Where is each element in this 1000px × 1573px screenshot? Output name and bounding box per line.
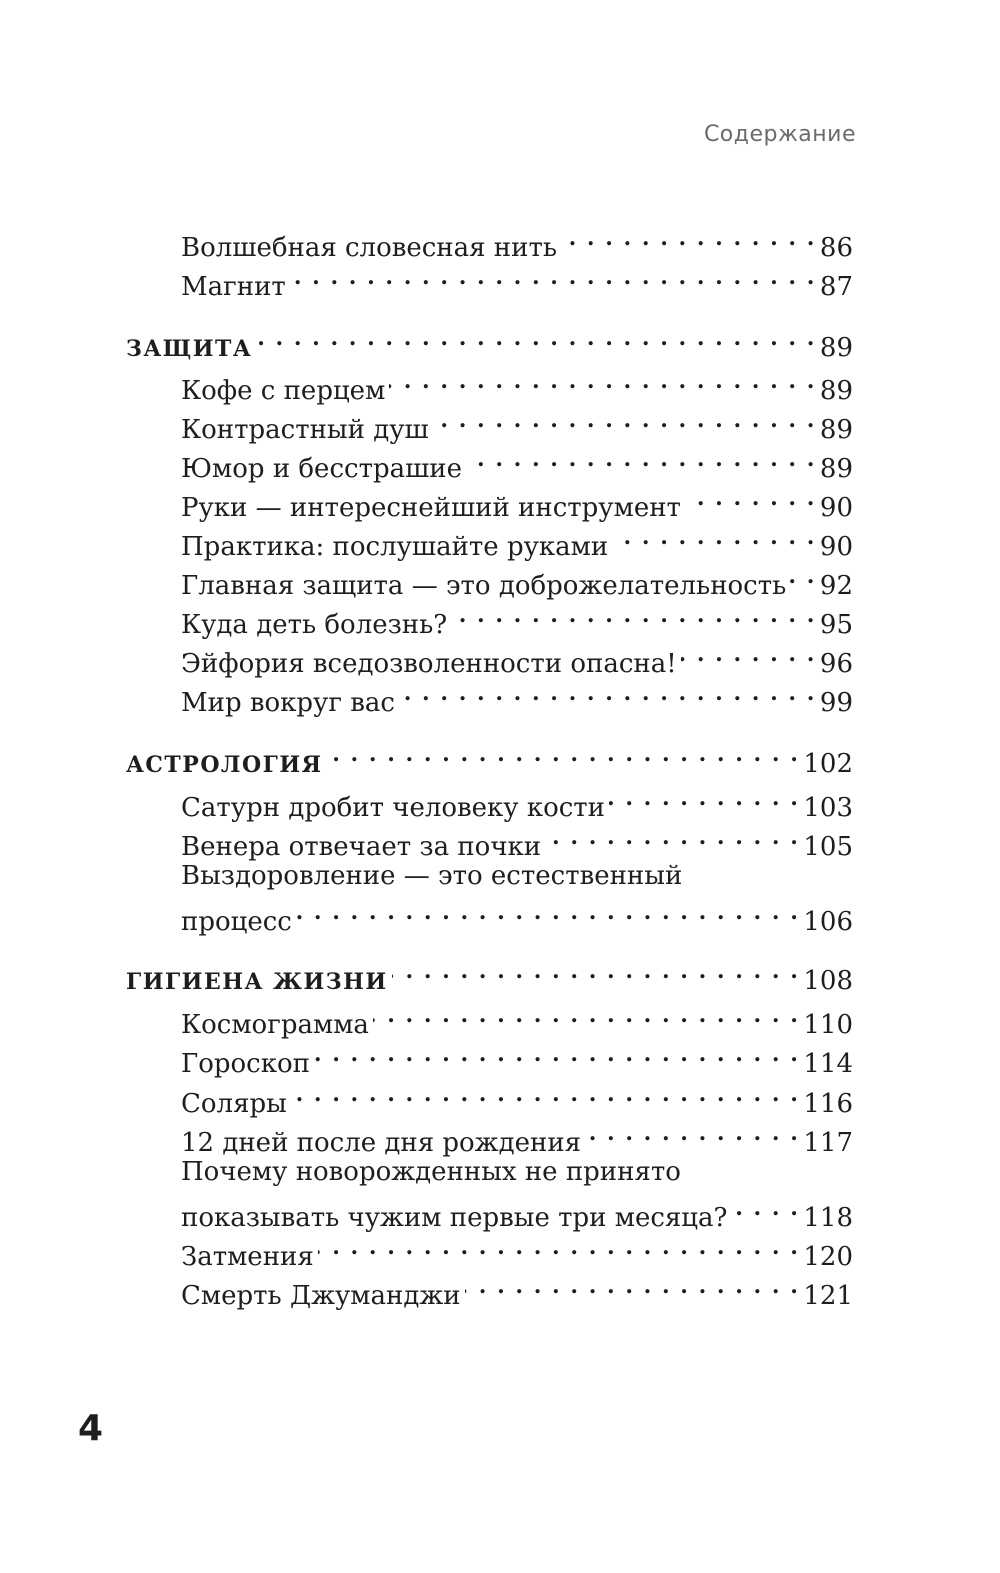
toc-entry-page: 116 <box>803 1089 853 1119</box>
toc-entry-title: Магнит <box>181 272 286 302</box>
toc-leader-dots <box>545 819 799 855</box>
toc-section-title: АСТРОЛОГИЯ <box>126 752 323 778</box>
toc-entry-title: Соляры <box>181 1089 287 1119</box>
toc-leader-dots <box>296 894 800 930</box>
toc-entry-page: 95 <box>819 610 853 640</box>
toc-entry-page: 90 <box>819 493 853 523</box>
toc-leader-dots <box>731 1190 799 1226</box>
toc-entry[interactable] <box>181 259 853 305</box>
toc-section-title: ЗАЩИТА <box>126 336 253 362</box>
toc-entry-page: 120 <box>803 1242 853 1272</box>
toc-leader-dots <box>290 259 816 295</box>
toc-leader-dots <box>790 558 816 594</box>
toc-entry-page: 99 <box>819 688 853 718</box>
toc-entry-page: 103 <box>803 793 853 823</box>
page-number: 4 <box>78 1408 104 1449</box>
toc-entry-page: 121 <box>803 1281 853 1311</box>
toc-entry-page: 90 <box>819 532 853 562</box>
toc-entry-page: 86 <box>819 233 853 263</box>
toc-entry-title: Мир вокруг вас <box>181 688 395 718</box>
toc-leader-dots <box>561 220 816 256</box>
running-header: Содержание <box>703 122 856 147</box>
toc-entry-title: Кофе с перцем <box>181 376 386 406</box>
toc-leader-dots <box>433 402 816 438</box>
toc-entry-title: Затмения <box>181 1242 314 1272</box>
toc-entry-first-line <box>181 1154 853 1190</box>
toc-leader-dots <box>373 997 799 1033</box>
toc-leader-dots <box>389 363 816 399</box>
toc-entry-title: Эйфория вседозволенности опасна! <box>181 649 677 679</box>
toc-entry[interactable] <box>181 894 853 940</box>
toc-entry-title: Космограмма <box>181 1010 369 1040</box>
toc-entry-title-line1: Выздоровление — это естественный <box>181 861 683 891</box>
toc-entry-page: 118 <box>803 1203 853 1233</box>
toc-entry-title: Смерть Джуманджи <box>181 1281 461 1311</box>
toc-leader-dots <box>466 441 816 477</box>
toc-entry-title: показывать чужим первые три месяца? <box>181 1203 728 1233</box>
toc-entry-page: 117 <box>803 1128 853 1158</box>
toc-entry-title: Венера отвечает за почки <box>181 832 542 862</box>
toc-entry-page: 89 <box>819 415 853 445</box>
toc-leader-dots <box>291 1076 800 1112</box>
toc-entry-title-line1: Почему новорожденных не принято <box>181 1157 681 1187</box>
toc-entry-page: 106 <box>803 907 853 937</box>
toc-section-page: 102 <box>803 749 853 779</box>
toc-section-page: 108 <box>803 966 853 996</box>
toc-entry-title: Руки — интереснейший инструмент <box>181 493 681 523</box>
toc-section[interactable] <box>126 320 853 367</box>
toc-entry-page: 110 <box>803 1010 853 1040</box>
toc-entry-title: Сатурн дробит человеку кости <box>181 793 606 823</box>
toc-leader-dots <box>314 1036 799 1072</box>
toc-entry-title: Юмор и бесстрашие <box>181 454 462 484</box>
toc-leader-dots <box>327 736 800 772</box>
toc-entry[interactable] <box>181 675 853 721</box>
toc-entry-page: 89 <box>819 376 853 406</box>
toc-leader-dots <box>318 1229 800 1265</box>
toc-leader-dots <box>399 675 816 711</box>
toc-leader-dots <box>612 519 816 555</box>
toc-entry-title: Главная защита — это доброжелательность <box>181 571 787 601</box>
toc-entry-title: 12 дней после дня рождения <box>181 1128 582 1158</box>
toc-entry-title: Куда деть болезнь? <box>181 610 448 640</box>
toc-leader-dots <box>685 480 816 516</box>
toc-entry-page: 87 <box>819 272 853 302</box>
toc-entry[interactable] <box>181 1268 853 1314</box>
toc-entry-title: Контрастный душ <box>181 415 429 445</box>
toc-leader-dots <box>609 780 799 816</box>
toc-entry-page: 92 <box>819 571 853 601</box>
toc-entry-title: Волшебная словесная нить <box>181 233 557 263</box>
toc-entry-page: 96 <box>819 649 853 679</box>
toc-section-page: 89 <box>819 333 853 363</box>
toc-entry-first-line <box>181 858 853 894</box>
toc-section-title: ГИГИЕНА ЖИЗНИ <box>126 969 388 995</box>
toc-leader-dots <box>451 597 816 633</box>
toc-leader-dots <box>392 953 800 989</box>
toc-leader-dots <box>585 1115 799 1151</box>
toc-section[interactable] <box>126 953 853 1000</box>
toc-entry-page: 105 <box>803 832 853 862</box>
toc-entry-page: 89 <box>819 454 853 484</box>
toc-leader-dots <box>465 1268 800 1304</box>
toc-section[interactable] <box>126 736 853 783</box>
toc-entry-title: Гороскоп <box>181 1049 310 1079</box>
toc-leader-dots <box>256 320 816 356</box>
toc-entry-title: процесс <box>181 907 292 937</box>
toc-entry-page: 114 <box>803 1049 853 1079</box>
toc-leader-dots <box>681 636 816 672</box>
toc-entry-title: Практика: послушайте руками <box>181 532 609 562</box>
